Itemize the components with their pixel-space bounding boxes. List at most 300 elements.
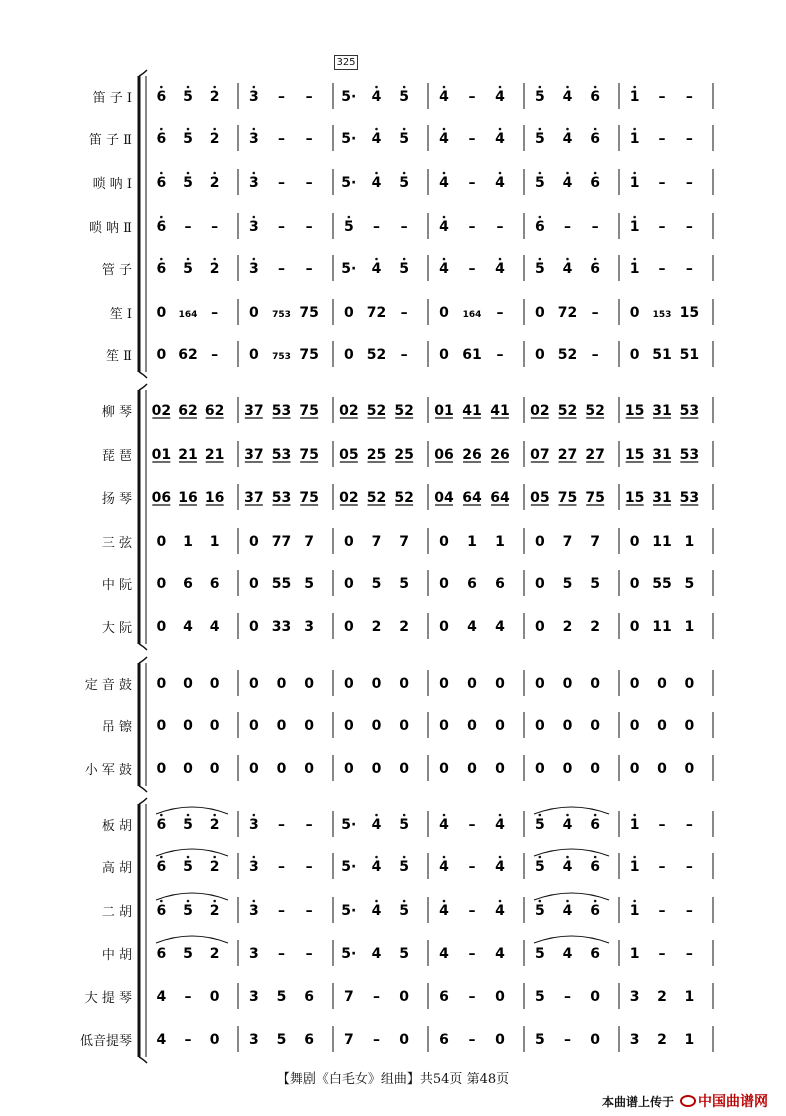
note: 753: [272, 352, 291, 362]
note: 37: [244, 403, 264, 419]
note: 07: [530, 447, 550, 463]
note: –: [400, 305, 408, 321]
octave-dot: [187, 86, 190, 89]
note: 6: [467, 576, 477, 592]
note: 5·: [341, 131, 357, 147]
note: 5: [534, 131, 545, 147]
note: 41: [462, 403, 482, 419]
instrument-label: 管 子: [101, 263, 132, 278]
slur: [156, 807, 228, 814]
octave-dot: [213, 856, 216, 859]
note: 0: [684, 676, 695, 692]
octave-dot: [443, 258, 446, 261]
note: –: [305, 946, 313, 962]
logo-icon: [680, 1095, 696, 1107]
note: –: [305, 89, 313, 105]
octave-dot: [213, 814, 216, 817]
note: 75: [299, 490, 319, 506]
note: 7: [304, 534, 315, 550]
note: 0: [467, 718, 477, 734]
note: 2: [209, 903, 220, 919]
note: 31: [652, 403, 672, 419]
note: 4: [156, 1032, 167, 1048]
note: 1: [684, 619, 695, 635]
note: 0: [343, 347, 354, 363]
note: 1: [684, 1032, 695, 1048]
note: 0: [629, 676, 640, 692]
note: 0: [156, 676, 167, 692]
note: 0: [209, 1032, 220, 1048]
note: 0: [590, 676, 601, 692]
octave-dot: [213, 258, 216, 261]
instrument-label: 小 军 鼓: [84, 763, 132, 778]
note: 4: [183, 619, 193, 635]
note: 5·: [341, 903, 357, 919]
note: 0: [534, 761, 545, 777]
octave-dot: [443, 172, 446, 175]
note: 6: [209, 576, 220, 592]
note: 52: [557, 403, 578, 419]
octave-dot: [443, 856, 446, 859]
note: –: [373, 989, 380, 1005]
note: 15: [679, 305, 700, 321]
octave-dot: [213, 172, 216, 175]
octave-dot: [253, 856, 256, 859]
note: 6: [590, 817, 601, 833]
note: 0: [590, 1032, 601, 1048]
note: –: [658, 175, 666, 191]
note: 05: [339, 447, 359, 463]
note: 164: [178, 310, 198, 320]
note: –: [564, 1032, 571, 1048]
note: 0: [562, 718, 573, 734]
note: 3: [248, 989, 259, 1005]
instrument-label: 中 阮: [101, 578, 132, 593]
note: 4: [495, 903, 505, 919]
note: 6: [156, 219, 167, 235]
octave-dot: [539, 128, 542, 131]
note: 0: [629, 619, 640, 635]
note: 02: [530, 403, 550, 419]
note: 0: [248, 576, 259, 592]
note: 75: [299, 347, 319, 363]
instrument-label: 低音提琴: [79, 1034, 132, 1049]
note: –: [400, 219, 408, 235]
note: 0: [684, 761, 695, 777]
note: –: [496, 305, 504, 321]
slur: [534, 807, 609, 814]
note: 5: [562, 576, 573, 592]
note: 6: [534, 219, 545, 235]
octave-dot: [633, 86, 636, 89]
slur: [156, 849, 228, 856]
note: 4: [495, 89, 505, 105]
note: –: [278, 131, 285, 147]
note: 2: [657, 1032, 667, 1048]
octave-dot: [375, 172, 378, 175]
note: 52: [366, 403, 387, 419]
note: 0: [467, 761, 477, 777]
note: 0: [399, 761, 410, 777]
note: 72: [366, 305, 387, 321]
note: –: [496, 347, 504, 363]
note: 4: [371, 859, 382, 875]
note: 5: [590, 576, 601, 592]
note: 64: [490, 490, 510, 506]
note: 0: [629, 576, 640, 592]
note: 53: [679, 447, 700, 463]
note: 4: [495, 175, 505, 191]
upload-credit: [602, 1091, 768, 1111]
note: 6: [590, 946, 601, 962]
octave-dot: [160, 86, 163, 89]
note: 0: [276, 718, 287, 734]
note: 6: [590, 175, 601, 191]
note: 51: [679, 347, 700, 363]
note: 0: [304, 761, 315, 777]
instrument-label: 扬 琴: [101, 492, 132, 507]
note: 75: [557, 490, 578, 506]
note: 0: [534, 347, 545, 363]
note: 27: [585, 447, 605, 463]
note: 1: [629, 131, 640, 147]
note: –: [278, 175, 285, 191]
slur: [156, 936, 228, 943]
note: –: [685, 946, 693, 962]
note: 3: [248, 859, 259, 875]
note: 16: [178, 490, 198, 506]
instrument-label: 唢 呐 Ⅱ: [88, 221, 132, 236]
note: 0: [629, 347, 640, 363]
note: –: [468, 261, 476, 277]
note: 5: [183, 859, 193, 875]
note: 6: [439, 1032, 449, 1048]
note: 6: [590, 859, 601, 875]
note: 0: [156, 347, 167, 363]
note: 4: [439, 175, 449, 191]
octave-dot: [499, 172, 502, 175]
note: 0: [534, 619, 545, 635]
note: 0: [439, 619, 449, 635]
octave-dot: [443, 900, 446, 903]
octave-dot: [375, 814, 378, 817]
note: 0: [657, 718, 667, 734]
octave-dot: [539, 216, 542, 219]
note: 72: [557, 305, 578, 321]
note: –: [468, 1032, 476, 1048]
instrument-label: 板 胡: [101, 819, 132, 834]
note: 5: [684, 576, 695, 592]
note: 6: [156, 175, 167, 191]
octave-dot: [375, 900, 378, 903]
note: 6: [590, 903, 601, 919]
octave-dot: [443, 814, 446, 817]
note: –: [564, 989, 571, 1005]
note: –: [468, 131, 476, 147]
note: 4: [562, 131, 573, 147]
note: –: [278, 817, 285, 833]
instrument-label: 大 阮: [101, 621, 132, 636]
note: 0: [495, 761, 505, 777]
instrument-label: 定 音 鼓: [84, 678, 132, 693]
octave-dot: [594, 856, 597, 859]
octave-dot: [539, 814, 542, 817]
note: 5: [534, 817, 545, 833]
instrument-label: 大 提 琴: [84, 991, 132, 1006]
note: –: [468, 859, 476, 875]
note: 21: [204, 447, 225, 463]
note: 0: [343, 305, 354, 321]
note: 62: [178, 347, 198, 363]
note: 52: [394, 490, 414, 506]
note: 0: [156, 761, 167, 777]
note: –: [658, 261, 666, 277]
octave-dot: [539, 258, 542, 261]
octave-dot: [566, 172, 569, 175]
note: 4: [371, 817, 382, 833]
note: 5: [183, 175, 193, 191]
note: –: [468, 817, 476, 833]
note: 1: [495, 534, 505, 550]
note: 0: [343, 576, 354, 592]
note: 0: [629, 718, 640, 734]
note: 3: [248, 131, 259, 147]
note: 4: [156, 989, 167, 1005]
note: 2: [371, 619, 382, 635]
note: –: [658, 817, 666, 833]
note: 0: [209, 989, 220, 1005]
octave-dot: [566, 86, 569, 89]
octave-dot: [160, 900, 163, 903]
note: 1: [629, 946, 640, 962]
note: 153: [652, 310, 672, 320]
note: 0: [209, 718, 220, 734]
note: 0: [276, 761, 287, 777]
note: 27: [557, 447, 578, 463]
note: 0: [399, 989, 410, 1005]
note: 0: [343, 619, 354, 635]
note: 5·: [341, 859, 357, 875]
note: 3: [248, 817, 259, 833]
octave-dot: [187, 814, 190, 817]
octave-dot: [253, 900, 256, 903]
note: 5·: [341, 89, 357, 105]
note: 02: [151, 403, 172, 419]
note: 15: [624, 490, 645, 506]
note: –: [305, 817, 313, 833]
note: 4: [371, 903, 382, 919]
note: 4: [439, 903, 449, 919]
instrument-label: 笛 子 Ⅱ: [88, 133, 132, 148]
note: –: [685, 131, 693, 147]
note: 0: [183, 676, 193, 692]
note: 3: [248, 175, 259, 191]
note: 04: [434, 490, 454, 506]
note: 5: [399, 859, 410, 875]
note: 41: [490, 403, 510, 419]
note: 0: [248, 676, 259, 692]
note: 53: [271, 403, 292, 419]
note: 4: [495, 131, 505, 147]
credit-text: 本曲谱上传于: [601, 1094, 674, 1109]
note: –: [278, 903, 285, 919]
octave-dot: [499, 856, 502, 859]
octave-dot: [499, 258, 502, 261]
note: –: [278, 261, 285, 277]
note: 4: [495, 817, 505, 833]
note: –: [591, 219, 599, 235]
note: 4: [439, 89, 449, 105]
note: 5: [534, 859, 545, 875]
note: –: [278, 946, 285, 962]
note: 33: [271, 619, 292, 635]
octave-dot: [187, 258, 190, 261]
octave-dot: [160, 172, 163, 175]
note: 5: [183, 89, 193, 105]
note: 5: [399, 903, 410, 919]
note: –: [468, 175, 476, 191]
note: 5: [399, 175, 410, 191]
note: 5·: [341, 261, 357, 277]
note: 5: [276, 1032, 287, 1048]
site-name: 中国曲谱网: [698, 1094, 768, 1110]
note: 0: [629, 534, 640, 550]
note: 0: [276, 676, 287, 692]
note: 4: [562, 817, 573, 833]
note: 5·: [341, 817, 357, 833]
note: –: [658, 131, 666, 147]
octave-dot: [566, 128, 569, 131]
octave-dot: [160, 216, 163, 219]
note: 4: [562, 859, 573, 875]
note: 6: [495, 576, 505, 592]
note: 4: [467, 619, 477, 635]
note: –: [278, 219, 285, 235]
octave-dot: [348, 216, 351, 219]
note: 31: [652, 447, 672, 463]
octave-dot: [633, 128, 636, 131]
note: –: [184, 989, 192, 1005]
note: 0: [343, 761, 354, 777]
note: 4: [439, 219, 449, 235]
octave-dot: [594, 900, 597, 903]
octave-dot: [499, 86, 502, 89]
note: 6: [156, 131, 167, 147]
octave-dot: [443, 86, 446, 89]
note: 0: [371, 718, 382, 734]
note: 5: [399, 131, 410, 147]
octave-dot: [403, 900, 406, 903]
note: 0: [183, 761, 193, 777]
octave-dot: [633, 172, 636, 175]
note: –: [373, 219, 380, 235]
instrument-label: 笙 Ⅱ: [106, 349, 132, 364]
octave-dot: [594, 814, 597, 817]
octave-dot: [499, 900, 502, 903]
octave-dot: [633, 216, 636, 219]
note: –: [685, 175, 693, 191]
note: 61: [462, 347, 482, 363]
note: 5: [534, 175, 545, 191]
note: –: [658, 859, 666, 875]
octave-dot: [594, 128, 597, 131]
note: 2: [590, 619, 601, 635]
octave-dot: [443, 128, 446, 131]
note: –: [305, 261, 313, 277]
note: 0: [248, 347, 259, 363]
note: 06: [434, 447, 454, 463]
octave-dot: [213, 900, 216, 903]
note: 64: [462, 490, 482, 506]
octave-dot: [566, 258, 569, 261]
note: 4: [495, 859, 505, 875]
note: 3: [248, 1032, 259, 1048]
note: 01: [151, 447, 172, 463]
site-logo[interactable]: [680, 1091, 768, 1111]
note: 0: [156, 576, 167, 592]
note: 4: [495, 261, 505, 277]
note: 3: [304, 619, 315, 635]
note: 02: [339, 490, 359, 506]
note: 2: [209, 261, 220, 277]
note: 5: [534, 903, 545, 919]
note: 3: [248, 903, 259, 919]
note: 77: [271, 534, 292, 550]
note: 6: [590, 261, 601, 277]
note: 4: [562, 946, 573, 962]
note: 0: [399, 1032, 410, 1048]
note: 6: [304, 1032, 315, 1048]
note: 4: [562, 903, 573, 919]
note: 75: [299, 447, 319, 463]
octave-dot: [566, 856, 569, 859]
note: 0: [495, 1032, 505, 1048]
note: 753: [272, 310, 291, 320]
note: 0: [209, 676, 220, 692]
note: 0: [495, 989, 505, 1005]
instrument-label: 琵 琶: [101, 449, 132, 464]
note: 2: [209, 859, 220, 875]
note: 3: [248, 219, 259, 235]
note: 4: [439, 817, 449, 833]
note: 4: [439, 946, 449, 962]
note: 1: [684, 989, 695, 1005]
note: 0: [304, 676, 315, 692]
note: 4: [495, 946, 505, 962]
octave-dot: [253, 258, 256, 261]
note: 1: [183, 534, 193, 550]
note: 6: [156, 261, 167, 277]
note: –: [468, 989, 476, 1005]
note: 0: [439, 761, 449, 777]
octave-dot: [594, 86, 597, 89]
note: 0: [439, 676, 449, 692]
note: 75: [299, 403, 319, 419]
note: 62: [178, 403, 198, 419]
octave-dot: [539, 86, 542, 89]
note: 7: [343, 1032, 354, 1048]
octave-dot: [187, 172, 190, 175]
instrument-label: 二 胡: [101, 905, 132, 920]
rehearsal-mark: 325: [334, 55, 358, 70]
note: –: [305, 175, 313, 191]
note: 0: [629, 761, 640, 777]
note: 0: [439, 534, 449, 550]
note: 01: [434, 403, 454, 419]
note: 0: [657, 761, 667, 777]
octave-dot: [594, 258, 597, 261]
note: 5: [183, 946, 193, 962]
